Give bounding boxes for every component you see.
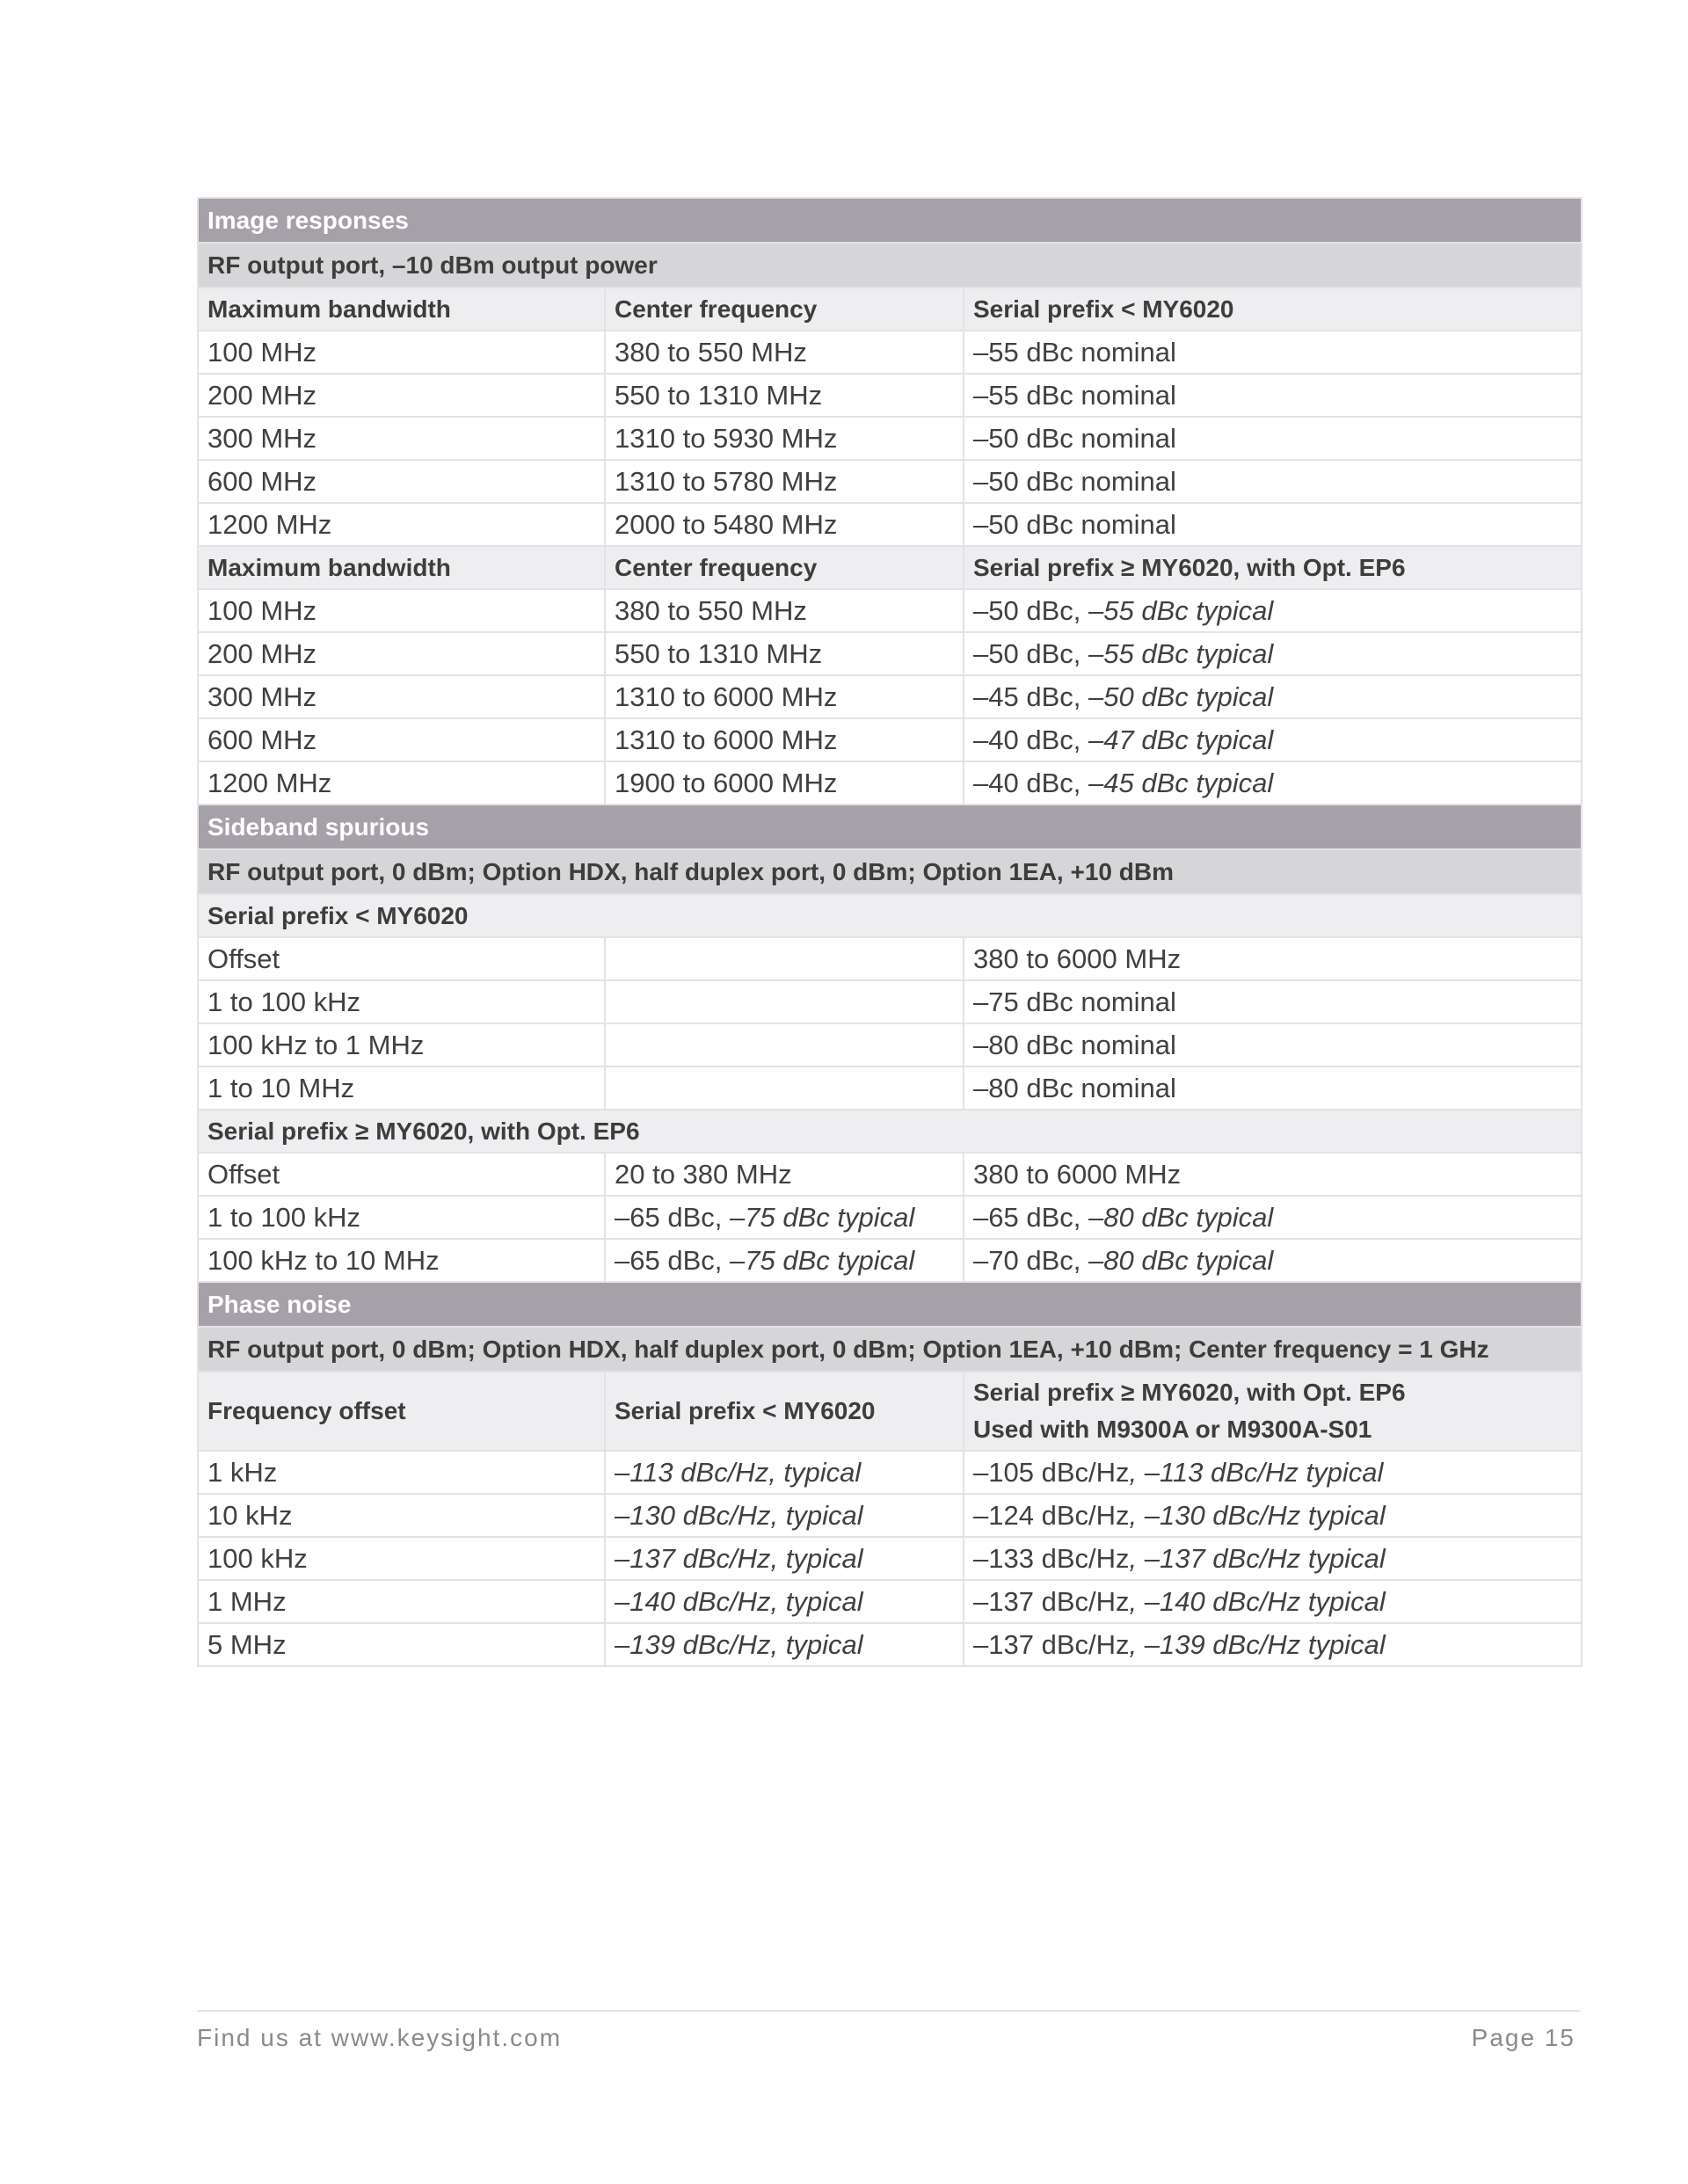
footer-website-text: Find us at www.keysight.com (197, 2024, 563, 2051)
table-cell (605, 980, 964, 1023)
table-row (198, 1537, 1582, 1580)
table-cell: 200 MHz (198, 374, 605, 417)
spec-value: –40 dBc, (973, 724, 1081, 755)
table-cell: –139 dBc/Hz, typical (605, 1623, 964, 1666)
typical-value: –75 dBc typical (730, 1201, 915, 1233)
header-row (198, 288, 1582, 331)
table-cell: 20 to 380 MHz (605, 1153, 964, 1196)
table-row (198, 1196, 1582, 1239)
header-cell: Center frequency (605, 546, 964, 589)
table-row (198, 1580, 1582, 1623)
table-cell (964, 1451, 1582, 1494)
table-cell: 100 MHz (198, 589, 605, 632)
table-cell: 380 to 6000 MHz (964, 937, 1582, 980)
table-cell (964, 718, 1582, 761)
table-cell (964, 1196, 1582, 1239)
table-row (198, 980, 1582, 1023)
spec-value: –124 dBc/Hz (973, 1499, 1130, 1531)
table-cell: 1 to 100 kHz (198, 1196, 605, 1239)
table-cell (605, 1067, 964, 1110)
footer-page-number: Page 15 (1471, 2024, 1575, 2051)
table-cell: –137 dBc/Hz, typical (605, 1537, 964, 1580)
section-row-sideband-spurious (198, 804, 1582, 849)
typical-value: –47 dBc typical (1088, 724, 1274, 755)
spec-value: –133 dBc/Hz (973, 1542, 1130, 1574)
header-cell: Frequency offset (198, 1372, 605, 1451)
table-cell: Offset (198, 1153, 605, 1196)
table-cell (605, 1239, 964, 1282)
spec-value: –65 dBc, (615, 1201, 723, 1233)
table-cell (964, 675, 1582, 718)
table-cell (605, 1196, 964, 1239)
header-cell: Serial prefix ≥ MY6020, with Opt. EP6 (964, 546, 1582, 589)
table-row (198, 374, 1582, 417)
typical-value: –75 dBc typical (730, 1244, 915, 1276)
table-cell: 1310 to 6000 MHz (605, 675, 964, 718)
table-cell (964, 761, 1582, 804)
table-cell: Offset (198, 937, 605, 980)
table-row (198, 1067, 1582, 1110)
table-cell: –75 dBc nominal (964, 980, 1582, 1023)
table-cell: 1310 to 6000 MHz (605, 718, 964, 761)
typical-value: –50 dBc typical (1088, 681, 1274, 712)
table-cell: 300 MHz (198, 417, 605, 460)
table-cell (964, 632, 1582, 675)
table-row (198, 589, 1582, 632)
section-title: Sideband spurious (198, 804, 1582, 849)
table-cell: 1 MHz (198, 1580, 605, 1623)
table-cell: 550 to 1310 MHz (605, 632, 964, 675)
typical-value: , –139 dBc/Hz typical (1129, 1628, 1386, 1660)
table-cell: 100 kHz to 10 MHz (198, 1239, 605, 1282)
table-row (198, 503, 1582, 546)
table-cell: –113 dBc/Hz, typical (605, 1451, 964, 1494)
header-cell: Center frequency (605, 288, 964, 331)
typical-value: –45 dBc typical (1088, 767, 1274, 798)
table-cell: –80 dBc nominal (964, 1023, 1582, 1067)
table-cell: 1200 MHz (198, 761, 605, 804)
table-row (198, 417, 1582, 460)
table-cell: 380 to 6000 MHz (964, 1153, 1582, 1196)
table-cell: 2000 to 5480 MHz (605, 503, 964, 546)
table-cell: 1 kHz (198, 1451, 605, 1494)
spec-value: –65 dBc, (615, 1244, 723, 1276)
table-cell: 600 MHz (198, 718, 605, 761)
table-cell: –50 dBc nominal (964, 503, 1582, 546)
table-cell (964, 1494, 1582, 1537)
table-cell (964, 1537, 1582, 1580)
spec-table (197, 197, 1582, 1667)
table-cell: –130 dBc/Hz, typical (605, 1494, 964, 1537)
condition-row (198, 849, 1582, 894)
table-cell (605, 937, 964, 980)
typical-value: , –113 dBc/Hz typical (1129, 1456, 1384, 1488)
spec-value: –65 dBc, (973, 1201, 1081, 1233)
table-cell: –50 dBc nominal (964, 417, 1582, 460)
table-row (198, 937, 1582, 980)
section-row-image-responses (198, 198, 1582, 243)
section-row-phase-noise (198, 1282, 1582, 1327)
subheader-row (198, 1110, 1582, 1153)
table-cell: 100 kHz to 1 MHz (198, 1023, 605, 1067)
typical-value: –55 dBc typical (1088, 637, 1274, 669)
condition-text: RF output port, 0 dBm; Option HDX, half duplex port, 0 dBm; Option 1EA, +10 dBm; Center frequency = 1 GHz (198, 1327, 1582, 1372)
header-cell (964, 1372, 1582, 1451)
header-line: Serial prefix ≥ MY6020, with Opt. EP6 (973, 1379, 1406, 1406)
table-cell (964, 1580, 1582, 1623)
table-cell: –140 dBc/Hz, typical (605, 1580, 964, 1623)
table-row (198, 1153, 1582, 1196)
typical-value: , –140 dBc/Hz typical (1129, 1585, 1386, 1617)
table-cell: –80 dBc nominal (964, 1067, 1582, 1110)
spec-value: –137 dBc/Hz (973, 1585, 1130, 1617)
header-line: Used with M9300A or M9300A-S01 (973, 1416, 1372, 1443)
typical-value: –55 dBc typical (1088, 594, 1274, 626)
table-cell: 1200 MHz (198, 503, 605, 546)
header-cell: Serial prefix < MY6020 (964, 288, 1582, 331)
spec-value: –137 dBc/Hz (973, 1628, 1130, 1660)
spec-value: –105 dBc/Hz (973, 1456, 1130, 1488)
table-cell: 1900 to 6000 MHz (605, 761, 964, 804)
subheader-row (198, 894, 1582, 937)
typical-value: –80 dBc typical (1088, 1201, 1274, 1233)
header-cell: Maximum bandwidth (198, 546, 605, 589)
table-row (198, 1494, 1582, 1537)
table-cell (605, 1023, 964, 1067)
table-row (198, 718, 1582, 761)
spec-value: –45 dBc, (973, 681, 1081, 712)
condition-row (198, 243, 1582, 288)
table-row (198, 675, 1582, 718)
condition-row (198, 1327, 1582, 1372)
table-row (198, 1623, 1582, 1666)
condition-text: RF output port, –10 dBm output power (198, 243, 1582, 288)
typical-value: , –137 dBc/Hz typical (1129, 1542, 1386, 1574)
table-cell: –55 dBc nominal (964, 374, 1582, 417)
table-cell: 380 to 550 MHz (605, 589, 964, 632)
table-cell: 100 MHz (198, 331, 605, 374)
subheader-cell: Serial prefix < MY6020 (198, 894, 1582, 937)
table-row (198, 1023, 1582, 1067)
table-cell: 100 kHz (198, 1537, 605, 1580)
table-cell (964, 1239, 1582, 1282)
table-row (198, 331, 1582, 374)
table-cell: 550 to 1310 MHz (605, 374, 964, 417)
table-cell: 200 MHz (198, 632, 605, 675)
section-title: Image responses (198, 198, 1582, 243)
table-cell: 380 to 550 MHz (605, 331, 964, 374)
table-cell: 1 to 100 kHz (198, 980, 605, 1023)
condition-text: RF output port, 0 dBm; Option HDX, half duplex port, 0 dBm; Option 1EA, +10 dBm (198, 849, 1582, 894)
table-cell: –50 dBc nominal (964, 460, 1582, 503)
section-title: Phase noise (198, 1282, 1582, 1327)
table-cell: 1 to 10 MHz (198, 1067, 605, 1110)
footer-divider (197, 2010, 1581, 2012)
table-row (198, 1451, 1582, 1494)
spec-value: –50 dBc, (973, 637, 1081, 669)
table-cell: –55 dBc nominal (964, 331, 1582, 374)
table-row (198, 1239, 1582, 1282)
table-cell (964, 589, 1582, 632)
table-cell: 1310 to 5780 MHz (605, 460, 964, 503)
table-cell: 5 MHz (198, 1623, 605, 1666)
table-row (198, 632, 1582, 675)
spec-table-body (198, 198, 1582, 1666)
spec-value: –70 dBc, (973, 1244, 1081, 1276)
spec-value: –50 dBc, (973, 594, 1081, 626)
table-row (198, 460, 1582, 503)
table-cell: 10 kHz (198, 1494, 605, 1537)
header-row (198, 1372, 1582, 1451)
spec-value: –40 dBc, (973, 767, 1081, 798)
subheader-cell: Serial prefix ≥ MY6020, with Opt. EP6 (198, 1110, 1582, 1153)
table-cell: 600 MHz (198, 460, 605, 503)
table-cell: 300 MHz (198, 675, 605, 718)
header-row (198, 546, 1582, 589)
table-cell: 1310 to 5930 MHz (605, 417, 964, 460)
table-cell (964, 1623, 1582, 1666)
header-cell: Serial prefix < MY6020 (605, 1372, 964, 1451)
header-cell: Maximum bandwidth (198, 288, 605, 331)
typical-value: , –130 dBc/Hz typical (1129, 1499, 1386, 1531)
table-row (198, 761, 1582, 804)
typical-value: –80 dBc typical (1088, 1244, 1274, 1276)
